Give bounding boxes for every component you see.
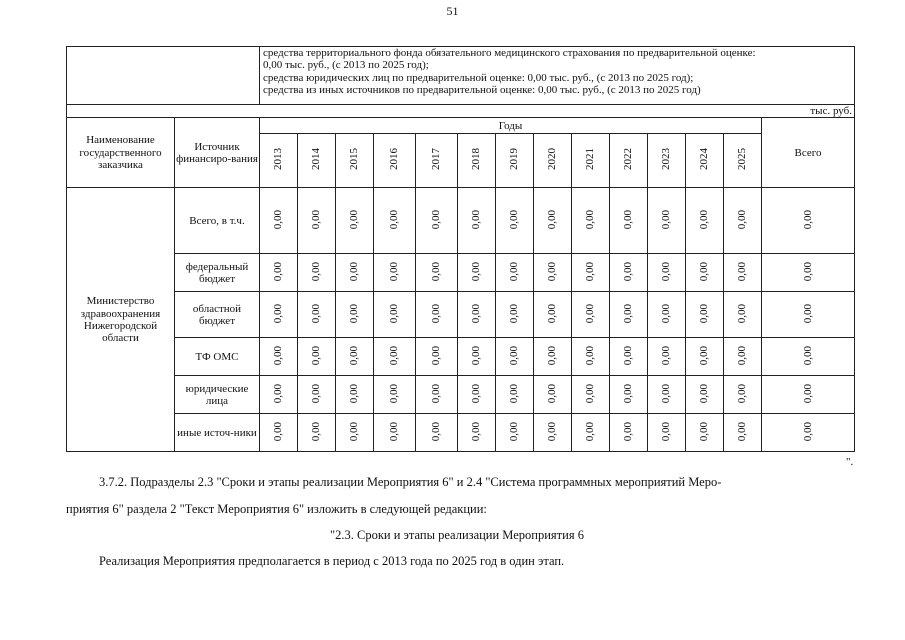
total-text: 0,00 [801, 421, 814, 441]
value-text: 0,00 [388, 261, 401, 281]
value-cell [724, 254, 762, 292]
value-cell [534, 338, 572, 376]
year-label: 2016 [388, 148, 401, 171]
value-cell [336, 254, 374, 292]
value-cell [496, 292, 534, 338]
value-cell [298, 338, 336, 376]
value-text: 0,00 [508, 345, 521, 365]
value-text: 0,00 [736, 421, 749, 441]
value-cell [534, 188, 572, 254]
value-text: 0,00 [508, 261, 521, 281]
header-customer: Наименование государственного заказчика [67, 118, 175, 188]
value-text: 0,00 [622, 383, 635, 403]
value-cell [496, 254, 534, 292]
value-cell [534, 254, 572, 292]
sources-blank-cell [67, 47, 260, 105]
value-text: 0,00 [698, 209, 711, 229]
value-cell [610, 254, 648, 292]
value-cell [260, 254, 298, 292]
value-text: 0,00 [348, 345, 361, 365]
value-text: 0,00 [736, 383, 749, 403]
value-text: 0,00 [272, 383, 285, 403]
total-text: 0,00 [801, 383, 814, 403]
table-row [67, 292, 855, 338]
value-cell [416, 414, 458, 452]
value-cell [572, 292, 610, 338]
value-text: 0,00 [622, 421, 635, 441]
value-text: 0,00 [508, 209, 521, 229]
value-cell [534, 292, 572, 338]
value-cell [374, 338, 416, 376]
year-header [572, 134, 610, 188]
sources-line: средства юридических лиц по предварительной оценке: 0,00 тыс. руб., (с 2013 по 2025 год); [263, 71, 694, 84]
total-text: 0,00 [801, 261, 814, 281]
value-cell [724, 338, 762, 376]
total-cell [762, 414, 855, 452]
year-header [458, 134, 496, 188]
closing-quote: ". [846, 456, 854, 468]
year-header [724, 134, 762, 188]
value-text: 0,00 [430, 209, 443, 229]
value-cell [572, 254, 610, 292]
year-header [648, 134, 686, 188]
header-years: Годы [260, 118, 762, 134]
value-cell [458, 254, 496, 292]
value-cell [686, 254, 724, 292]
value-cell [374, 292, 416, 338]
header-row-1 [67, 118, 855, 134]
value-cell [686, 414, 724, 452]
year-label: 2015 [348, 148, 361, 171]
value-cell [686, 376, 724, 414]
funding-table [66, 46, 855, 452]
value-cell [416, 254, 458, 292]
value-text: 0,00 [622, 261, 635, 281]
value-text: 0,00 [660, 209, 673, 229]
value-cell [298, 414, 336, 452]
value-text: 0,00 [508, 303, 521, 323]
value-text: 0,00 [388, 421, 401, 441]
value-text: 0,00 [470, 421, 483, 441]
value-cell [610, 188, 648, 254]
table-row [67, 338, 855, 376]
value-cell [374, 376, 416, 414]
sources-line: 0,00 тыс. руб., (с 2013 по 2025 год); [263, 59, 429, 72]
value-cell [416, 292, 458, 338]
value-text: 0,00 [584, 345, 597, 365]
total-cell [762, 188, 855, 254]
value-cell [724, 292, 762, 338]
year-header [534, 134, 572, 188]
value-text: 0,00 [310, 209, 323, 229]
paragraph-line: Реализация Мероприятия предполагается в период с 2013 года по 2025 год в один этап. [99, 554, 565, 568]
value-text: 0,00 [508, 383, 521, 403]
year-label: 2014 [310, 148, 323, 171]
value-text: 0,00 [660, 345, 673, 365]
value-cell [336, 292, 374, 338]
value-text: 0,00 [430, 421, 443, 441]
value-text: 0,00 [470, 261, 483, 281]
total-cell [762, 338, 855, 376]
value-cell [496, 376, 534, 414]
value-text: 0,00 [272, 345, 285, 365]
value-text: 0,00 [584, 383, 597, 403]
value-cell [610, 376, 648, 414]
value-cell [298, 376, 336, 414]
value-text: 0,00 [470, 345, 483, 365]
value-cell [534, 414, 572, 452]
value-text: 0,00 [546, 303, 559, 323]
value-text: 0,00 [310, 421, 323, 441]
total-cell [762, 292, 855, 338]
value-cell [572, 376, 610, 414]
source-label: иные источ-ники [175, 414, 260, 452]
year-label: 2019 [508, 148, 521, 171]
value-text: 0,00 [584, 209, 597, 229]
value-text: 0,00 [622, 209, 635, 229]
value-text: 0,00 [698, 383, 711, 403]
table-row [67, 376, 855, 414]
value-cell [298, 292, 336, 338]
value-cell [374, 414, 416, 452]
year-header [610, 134, 648, 188]
value-cell [374, 254, 416, 292]
value-cell [458, 414, 496, 452]
value-text: 0,00 [430, 303, 443, 323]
value-cell [496, 338, 534, 376]
value-cell [298, 254, 336, 292]
value-text: 0,00 [388, 345, 401, 365]
value-text: 0,00 [622, 345, 635, 365]
value-text: 0,00 [736, 303, 749, 323]
unit-label: тыс. руб. [67, 105, 855, 118]
customer-name: Министерство здравоохранения Нижегородской области [67, 188, 175, 452]
value-cell [336, 414, 374, 452]
source-label: ТФ ОМС [175, 338, 260, 376]
value-cell [336, 338, 374, 376]
value-text: 0,00 [310, 303, 323, 323]
value-text: 0,00 [310, 261, 323, 281]
total-text: 0,00 [801, 303, 814, 323]
value-cell [260, 376, 298, 414]
year-label: 2025 [736, 148, 749, 171]
value-cell [572, 338, 610, 376]
year-label: 2023 [660, 148, 673, 171]
total-text: 0,00 [801, 209, 814, 229]
value-cell [260, 414, 298, 452]
value-cell [336, 188, 374, 254]
page-number: 51 [446, 4, 459, 18]
value-text: 0,00 [310, 383, 323, 403]
value-cell [610, 292, 648, 338]
value-cell [458, 376, 496, 414]
sources-text-cell [260, 47, 855, 105]
value-cell [610, 414, 648, 452]
value-cell [686, 338, 724, 376]
value-text: 0,00 [470, 303, 483, 323]
value-cell [336, 376, 374, 414]
value-text: 0,00 [660, 383, 673, 403]
value-cell [648, 254, 686, 292]
year-label: 2020 [546, 148, 559, 171]
value-cell [610, 338, 648, 376]
year-label: 2024 [698, 148, 711, 171]
year-label: 2017 [430, 148, 443, 171]
year-header [416, 134, 458, 188]
value-text: 0,00 [584, 421, 597, 441]
value-text: 0,00 [736, 261, 749, 281]
value-text: 0,00 [584, 303, 597, 323]
value-text: 0,00 [546, 209, 559, 229]
header-source: Источник финансиро-вания [175, 118, 260, 188]
value-text: 0,00 [272, 303, 285, 323]
value-cell [648, 414, 686, 452]
table-row [67, 414, 855, 452]
total-cell [762, 376, 855, 414]
header-total: Всего [762, 118, 855, 188]
value-text: 0,00 [622, 303, 635, 323]
total-cell [762, 254, 855, 292]
value-text: 0,00 [546, 345, 559, 365]
value-text: 0,00 [430, 383, 443, 403]
paragraph-line: 3.7.2. Подразделы 2.3 "Сроки и этапы реализации Мероприятия 6" и 2.4 "Система программных мероприятий Меро- [99, 475, 722, 489]
value-text: 0,00 [272, 209, 285, 229]
value-text: 0,00 [698, 261, 711, 281]
value-text: 0,00 [736, 209, 749, 229]
value-text: 0,00 [388, 209, 401, 229]
value-cell [648, 292, 686, 338]
value-text: 0,00 [546, 421, 559, 441]
year-label: 2021 [584, 148, 597, 171]
value-text: 0,00 [310, 345, 323, 365]
value-text: 0,00 [584, 261, 597, 281]
value-cell [648, 376, 686, 414]
value-cell [260, 292, 298, 338]
value-cell [724, 188, 762, 254]
value-text: 0,00 [272, 421, 285, 441]
year-label: 2018 [470, 148, 483, 171]
value-cell [416, 188, 458, 254]
value-text: 0,00 [546, 383, 559, 403]
value-cell [496, 414, 534, 452]
value-cell [724, 414, 762, 452]
value-text: 0,00 [388, 303, 401, 323]
source-label: федеральный бюджет [175, 254, 260, 292]
total-text: 0,00 [801, 345, 814, 365]
value-cell [260, 338, 298, 376]
table-body [67, 188, 855, 452]
sources-row [67, 47, 855, 105]
value-text: 0,00 [470, 383, 483, 403]
value-cell [724, 376, 762, 414]
value-cell [416, 338, 458, 376]
value-cell [260, 188, 298, 254]
value-text: 0,00 [736, 345, 749, 365]
year-header [374, 134, 416, 188]
value-cell [416, 376, 458, 414]
value-text: 0,00 [348, 383, 361, 403]
value-text: 0,00 [388, 383, 401, 403]
source-label: Всего, в т.ч. [175, 188, 260, 254]
value-text: 0,00 [546, 261, 559, 281]
value-text: 0,00 [430, 345, 443, 365]
value-text: 0,00 [348, 421, 361, 441]
value-cell [374, 188, 416, 254]
value-cell [496, 188, 534, 254]
year-label: 2022 [622, 148, 635, 171]
value-cell [458, 188, 496, 254]
year-header [336, 134, 374, 188]
year-header [496, 134, 534, 188]
value-text: 0,00 [660, 261, 673, 281]
value-text: 0,00 [470, 209, 483, 229]
value-text: 0,00 [660, 303, 673, 323]
value-cell [458, 292, 496, 338]
section-heading: "2.3. Сроки и этапы реализации Мероприятия 6 [330, 528, 584, 542]
value-cell [458, 338, 496, 376]
source-label: юридические лица [175, 376, 260, 414]
sources-line: средства территориального фонда обязательного медицинского страхования по предварительной оценке: [263, 47, 756, 59]
value-text: 0,00 [508, 421, 521, 441]
year-header [298, 134, 336, 188]
value-cell [572, 414, 610, 452]
paragraph-line: приятия 6" раздела 2 "Текст Мероприятия 6" изложить в следующей редакции: [66, 502, 487, 516]
value-cell [648, 338, 686, 376]
value-text: 0,00 [430, 261, 443, 281]
source-label: областной бюджет [175, 292, 260, 338]
value-text: 0,00 [660, 421, 673, 441]
value-cell [298, 188, 336, 254]
table-row [67, 188, 855, 254]
value-cell [648, 188, 686, 254]
value-cell [686, 188, 724, 254]
value-cell [686, 292, 724, 338]
value-text: 0,00 [272, 261, 285, 281]
value-text: 0,00 [698, 421, 711, 441]
year-label: 2013 [272, 148, 285, 171]
value-text: 0,00 [348, 209, 361, 229]
value-text: 0,00 [698, 345, 711, 365]
year-header [260, 134, 298, 188]
value-text: 0,00 [348, 303, 361, 323]
unit-row [67, 105, 855, 118]
year-header [686, 134, 724, 188]
value-text: 0,00 [698, 303, 711, 323]
value-cell [534, 376, 572, 414]
table-row [67, 254, 855, 292]
sources-line: средства из иных источников по предварительной оценке: 0,00 тыс. руб., (с 2013 по 2025 год) [263, 83, 701, 96]
value-cell [572, 188, 610, 254]
value-text: 0,00 [348, 261, 361, 281]
